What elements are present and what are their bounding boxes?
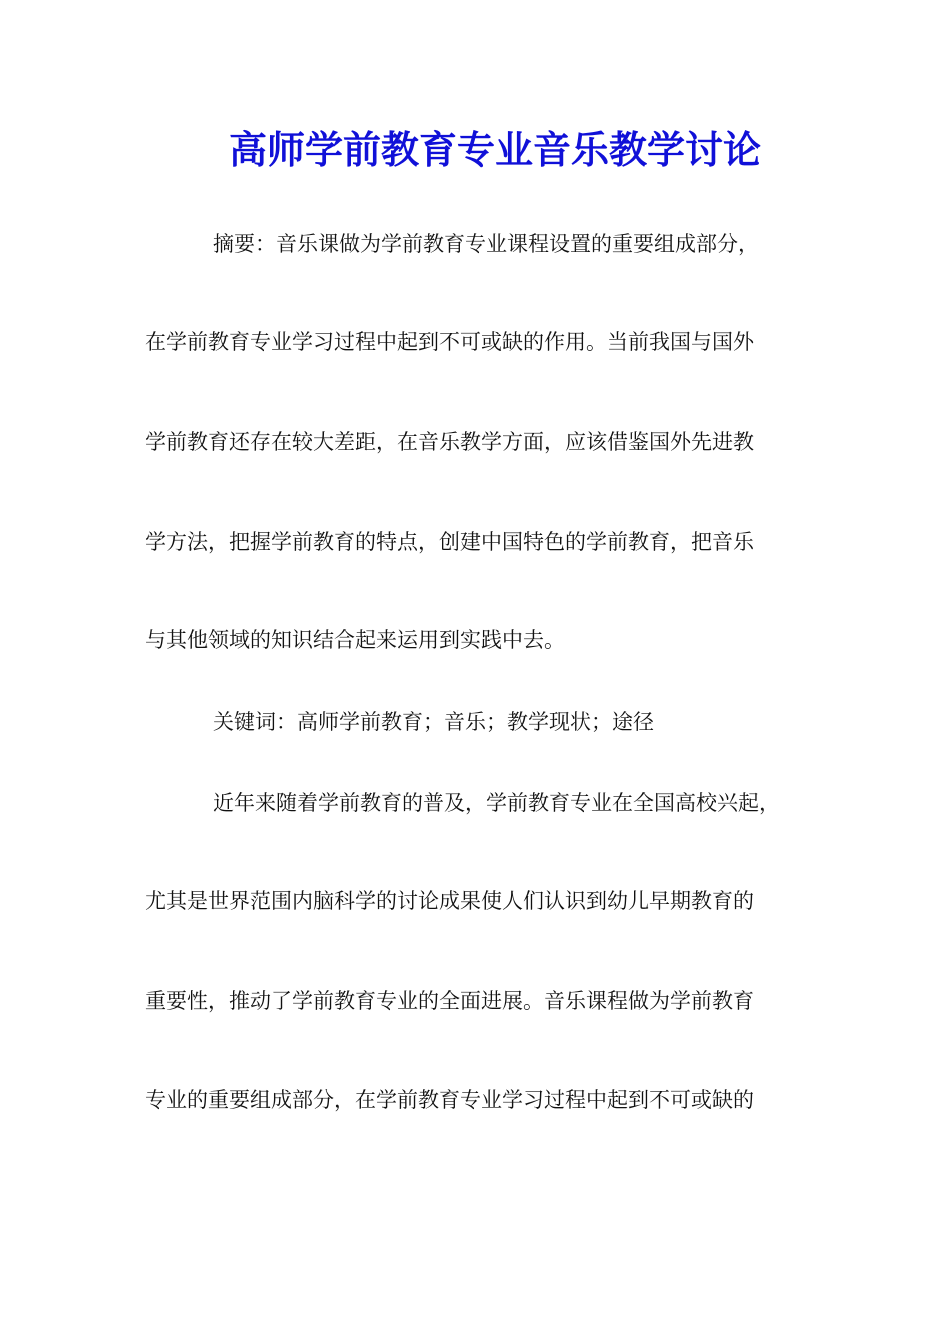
abstract-line: 学方法，把握学前教育的特点，创建中国特色的学前教育，把音乐 (145, 530, 754, 554)
abstract-line: 在学前教育专业学习过程中起到不可或缺的作用。当前我国与国外 (145, 330, 754, 354)
body-line: 近年来随着学前教育的普及，学前教育专业在全国高校兴起， (213, 791, 780, 815)
abstract-line: 摘要：音乐课做为学前教育专业课程设置的重要组成部分， (213, 232, 759, 256)
body-line: 重要性，推动了学前教育专业的全面进展。音乐课程做为学前教育 (145, 989, 754, 1013)
abstract-line: 学前教育还存在较大差距，在音乐教学方面，应该借鉴国外先进教 (145, 430, 754, 454)
document-title: 高师学前教育专业音乐教学讨论 (228, 127, 761, 172)
body-line: 专业的重要组成部分，在学前教育专业学习过程中起到不可或缺的 (145, 1088, 754, 1112)
abstract-line: 与其他领域的知识结合起来运用到实践中去。 (145, 628, 565, 652)
keywords-line: 关键词：高师学前教育；音乐；教学现状；途径 (213, 710, 654, 734)
body-line: 尤其是世界范围内脑科学的讨论成果使人们认识到幼儿早期教育的 (145, 889, 754, 913)
